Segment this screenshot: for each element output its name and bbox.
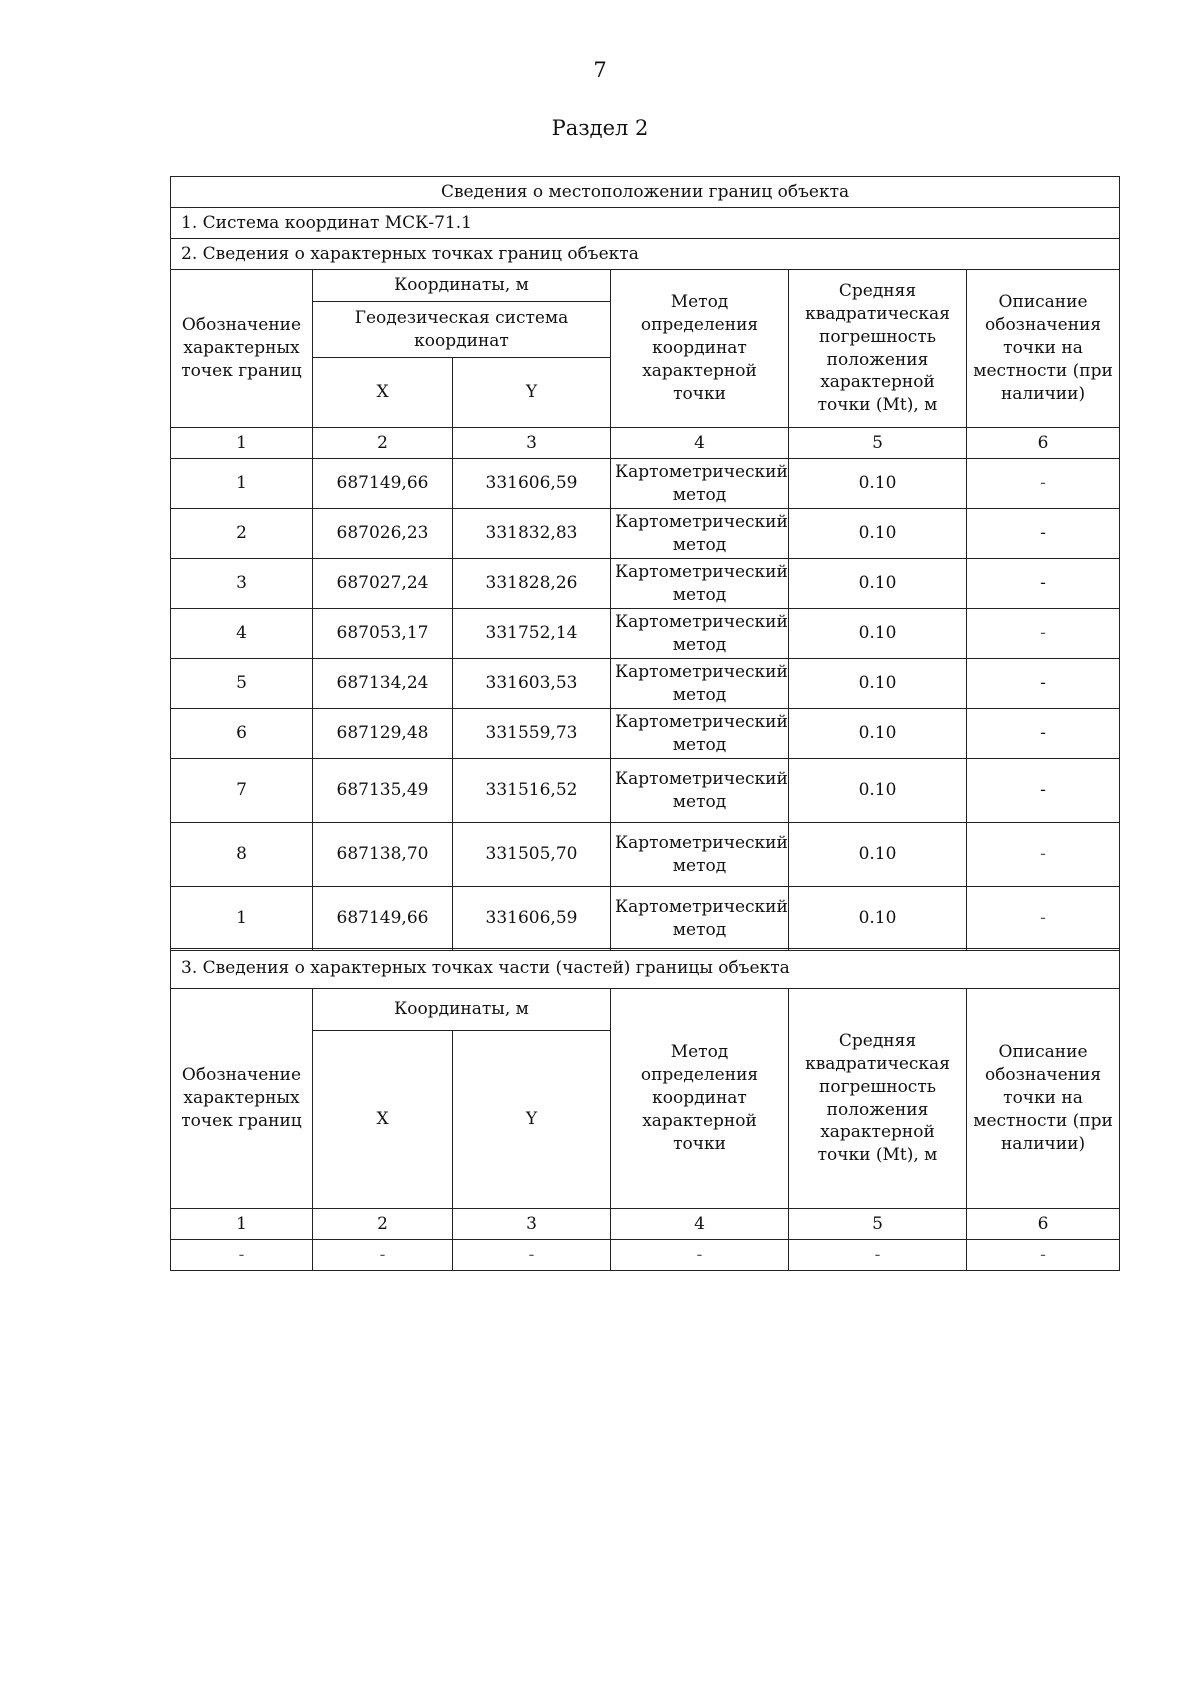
cell-error: - (789, 1240, 967, 1271)
cell-error: 0.10 (789, 609, 967, 659)
cell-description: - (967, 759, 1120, 823)
section-title: Раздел 2 (551, 116, 649, 140)
cell-x: 687026,23 (313, 509, 453, 559)
cell-y: 331516,52 (453, 759, 611, 823)
cell-y: 331606,59 (453, 887, 611, 951)
cell-point: 8 (171, 823, 313, 887)
col-number: 4 (611, 428, 789, 459)
header-method: Метод определения координат характерной точки (611, 989, 789, 1209)
col-number: 5 (789, 428, 967, 459)
cell-point: 5 (171, 659, 313, 709)
table-row (171, 709, 1120, 759)
header-x: X (313, 358, 453, 428)
subsection-2-title: 2. Сведения о характерных точках границ объекта (171, 239, 1120, 270)
cell-method: Картометрический метод (611, 559, 789, 609)
cell-point: 2 (171, 509, 313, 559)
cell-y: 331606,59 (453, 459, 611, 509)
col-number: 6 (967, 1209, 1120, 1240)
table-row (171, 559, 1120, 609)
cell-point: - (171, 1240, 313, 1271)
cell-y: - (453, 1240, 611, 1271)
subsection-3-title: 3. Сведения о характерных точках части (частей) границы объекта (171, 949, 1120, 989)
header-coords: Координаты, м (313, 989, 611, 1031)
col-number: 4 (611, 1209, 789, 1240)
col-number: 2 (313, 1209, 453, 1240)
boundary-points-table (170, 176, 1120, 951)
table-row (171, 609, 1120, 659)
header-point: Обозначение характерных точек границ (171, 270, 313, 428)
cell-description: - (967, 1240, 1120, 1271)
cell-x: 687129,48 (313, 709, 453, 759)
cell-method: Картометрический метод (611, 709, 789, 759)
part-boundary-points-table (170, 948, 1120, 1271)
col-number: 1 (171, 1209, 313, 1240)
cell-point: 6 (171, 709, 313, 759)
cell-y: 331832,83 (453, 509, 611, 559)
cell-x: 687149,66 (313, 887, 453, 951)
cell-method: Картометрический метод (611, 887, 789, 951)
header-geodetic: Геодезическая система координат (313, 302, 611, 358)
col-number: 3 (453, 428, 611, 459)
cell-x: 687138,70 (313, 823, 453, 887)
cell-description: - (967, 709, 1120, 759)
cell-description: - (967, 509, 1120, 559)
table-row (171, 509, 1120, 559)
cell-y: 331505,70 (453, 823, 611, 887)
table-row (171, 887, 1120, 951)
cell-description: - (967, 659, 1120, 709)
cell-method: Картометрический метод (611, 609, 789, 659)
cell-method: Картометрический метод (611, 759, 789, 823)
header-error: Средняя квадратическая погрешность положения характерной точки (Mt), м (789, 989, 967, 1209)
cell-x: 687134,24 (313, 659, 453, 709)
header-y: Y (453, 1031, 611, 1209)
table-row (171, 1240, 1120, 1271)
cell-description: - (967, 609, 1120, 659)
cell-error: 0.10 (789, 659, 967, 709)
cell-description: - (967, 887, 1120, 951)
header-y: Y (453, 358, 611, 428)
table-row (171, 459, 1120, 509)
cell-method: - (611, 1240, 789, 1271)
cell-error: 0.10 (789, 759, 967, 823)
table-row (171, 659, 1120, 709)
cell-x: 687135,49 (313, 759, 453, 823)
page-number: 7 (593, 58, 607, 82)
cell-error: 0.10 (789, 709, 967, 759)
cell-error: 0.10 (789, 459, 967, 509)
column-numbers-row (171, 1209, 1120, 1240)
cell-point: 1 (171, 459, 313, 509)
cell-point: 3 (171, 559, 313, 609)
cell-point: 4 (171, 609, 313, 659)
col-number: 1 (171, 428, 313, 459)
cell-method: Картометрический метод (611, 659, 789, 709)
cell-method: Картометрический метод (611, 459, 789, 509)
cell-y: 331752,14 (453, 609, 611, 659)
header-description: Описание обозначения точки на местности (при наличии) (967, 989, 1120, 1209)
col-number: 6 (967, 428, 1120, 459)
cell-y: 331603,53 (453, 659, 611, 709)
cell-method: Картометрический метод (611, 509, 789, 559)
cell-point: 7 (171, 759, 313, 823)
cell-error: 0.10 (789, 887, 967, 951)
cell-method: Картометрический метод (611, 823, 789, 887)
cell-x: 687053,17 (313, 609, 453, 659)
header-point: Обозначение характерных точек границ (171, 989, 313, 1209)
cell-x: - (313, 1240, 453, 1271)
cell-error: 0.10 (789, 559, 967, 609)
cell-y: 331559,73 (453, 709, 611, 759)
header-x: X (313, 1031, 453, 1209)
table-title: Сведения о местоположении границ объекта (171, 177, 1120, 208)
header-coords: Координаты, м (313, 270, 611, 302)
column-numbers-row (171, 428, 1120, 459)
header-method: Метод определения координат характерной точки (611, 270, 789, 428)
cell-x: 687149,66 (313, 459, 453, 509)
cell-description: - (967, 459, 1120, 509)
cell-point: 1 (171, 887, 313, 951)
cell-description: - (967, 823, 1120, 887)
cell-error: 0.10 (789, 509, 967, 559)
cell-error: 0.10 (789, 823, 967, 887)
cell-x: 687027,24 (313, 559, 453, 609)
cell-y: 331828,26 (453, 559, 611, 609)
header-description: Описание обозначения точки на местности (при наличии) (967, 270, 1120, 428)
col-number: 5 (789, 1209, 967, 1240)
table-row (171, 823, 1120, 887)
table-row (171, 759, 1120, 823)
col-number: 3 (453, 1209, 611, 1240)
header-error: Средняя квадратическая погрешность положения характерной точки (Mt), м (789, 270, 967, 428)
col-number: 2 (313, 428, 453, 459)
cell-description: - (967, 559, 1120, 609)
coord-system-row: 1. Система координат МСК-71.1 (171, 208, 1120, 239)
